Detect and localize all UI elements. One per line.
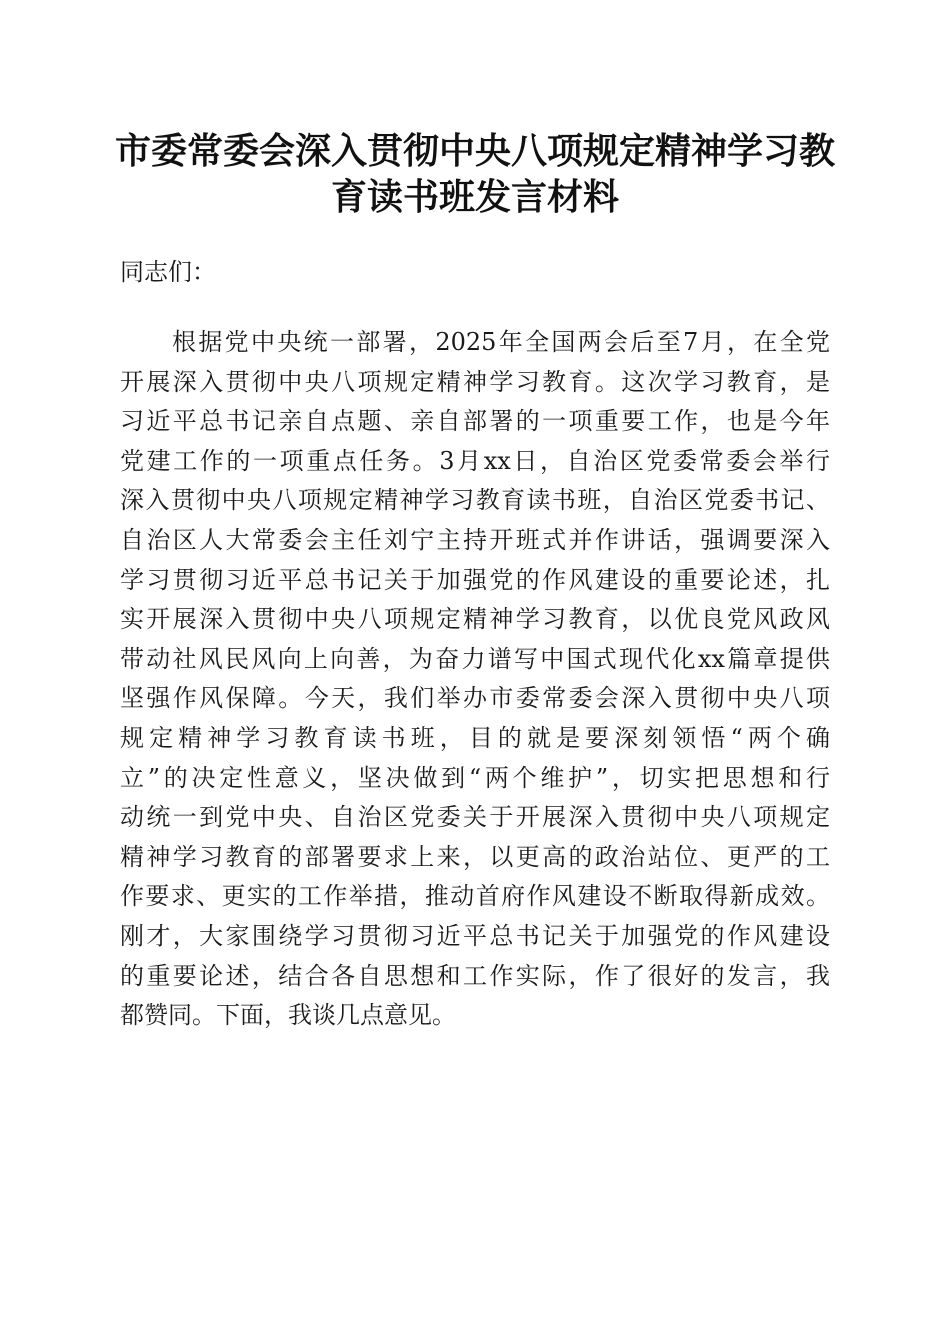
body-line: 习近平总书记亲自点题、亲自部署的一项重要工作，也是今年 <box>120 407 830 436</box>
body-line: 带动社风民风向上向善，为奋力谱写中国式现代化xx篇章提供 <box>120 644 830 673</box>
body-line: 刚才，大家围绕学习贯彻习近平总书记关于加强党的作风建设 <box>120 921 830 950</box>
body-line: 实开展深入贯彻中央八项规定精神学习教育，以优良党风政风 <box>120 605 830 634</box>
body-line: 动统一到党中央、自治区党委关于开展深入贯彻中央八项规定 <box>120 803 830 832</box>
body-line: 根据党中央统一部署，2025年全国两会后至7月，在全党 <box>172 328 830 356</box>
body-line: 规定精神学习教育读书班，目的就是要深刻领悟“两个确 <box>120 723 830 752</box>
body-line: 立”的决定性意义，坚决做到“两个维护”，切实把思想和行 <box>120 763 830 792</box>
body-line: 学习贯彻习近平总书记关于加强党的作风建设的重要论述，扎 <box>120 565 830 594</box>
body-line: 坚强作风保障。今天，我们举办市委常委会深入贯彻中央八项 <box>120 684 830 713</box>
title-line-1: 市委常委会深入贯彻中央八项规定精神学习教 <box>114 130 835 172</box>
body-line: 作要求、更实的工作举措，推动首府作风建设不断取得新成效。 <box>120 882 830 911</box>
body-line: 深入贯彻中央八项规定精神学习教育读书班，自治区党委书记、 <box>120 486 830 515</box>
body-line: 精神学习教育的部署要求上来，以更高的政治站位、更严的工 <box>120 842 830 871</box>
body-line: 开展深入贯彻中央八项规定精神学习教育。这次学习教育，是 <box>120 367 830 396</box>
body-paragraph <box>120 323 830 1036</box>
salutation: 同志们： <box>120 258 216 286</box>
document-title <box>100 128 850 220</box>
body-line: 党建工作的一项重点任务。3月xx日，自治区党委常委会举行 <box>120 446 830 475</box>
body-line-last: 都赞同。下面，我谈几点意见。 <box>120 1001 456 1030</box>
title-line-2: 育读书班发言材料 <box>330 176 619 218</box>
body-line: 的重要论述，结合各自思想和工作实际，作了很好的发言，我 <box>120 961 830 990</box>
body-line: 自治区人大常委会主任刘宁主持开班式并作讲话，强调要深入 <box>120 525 830 554</box>
